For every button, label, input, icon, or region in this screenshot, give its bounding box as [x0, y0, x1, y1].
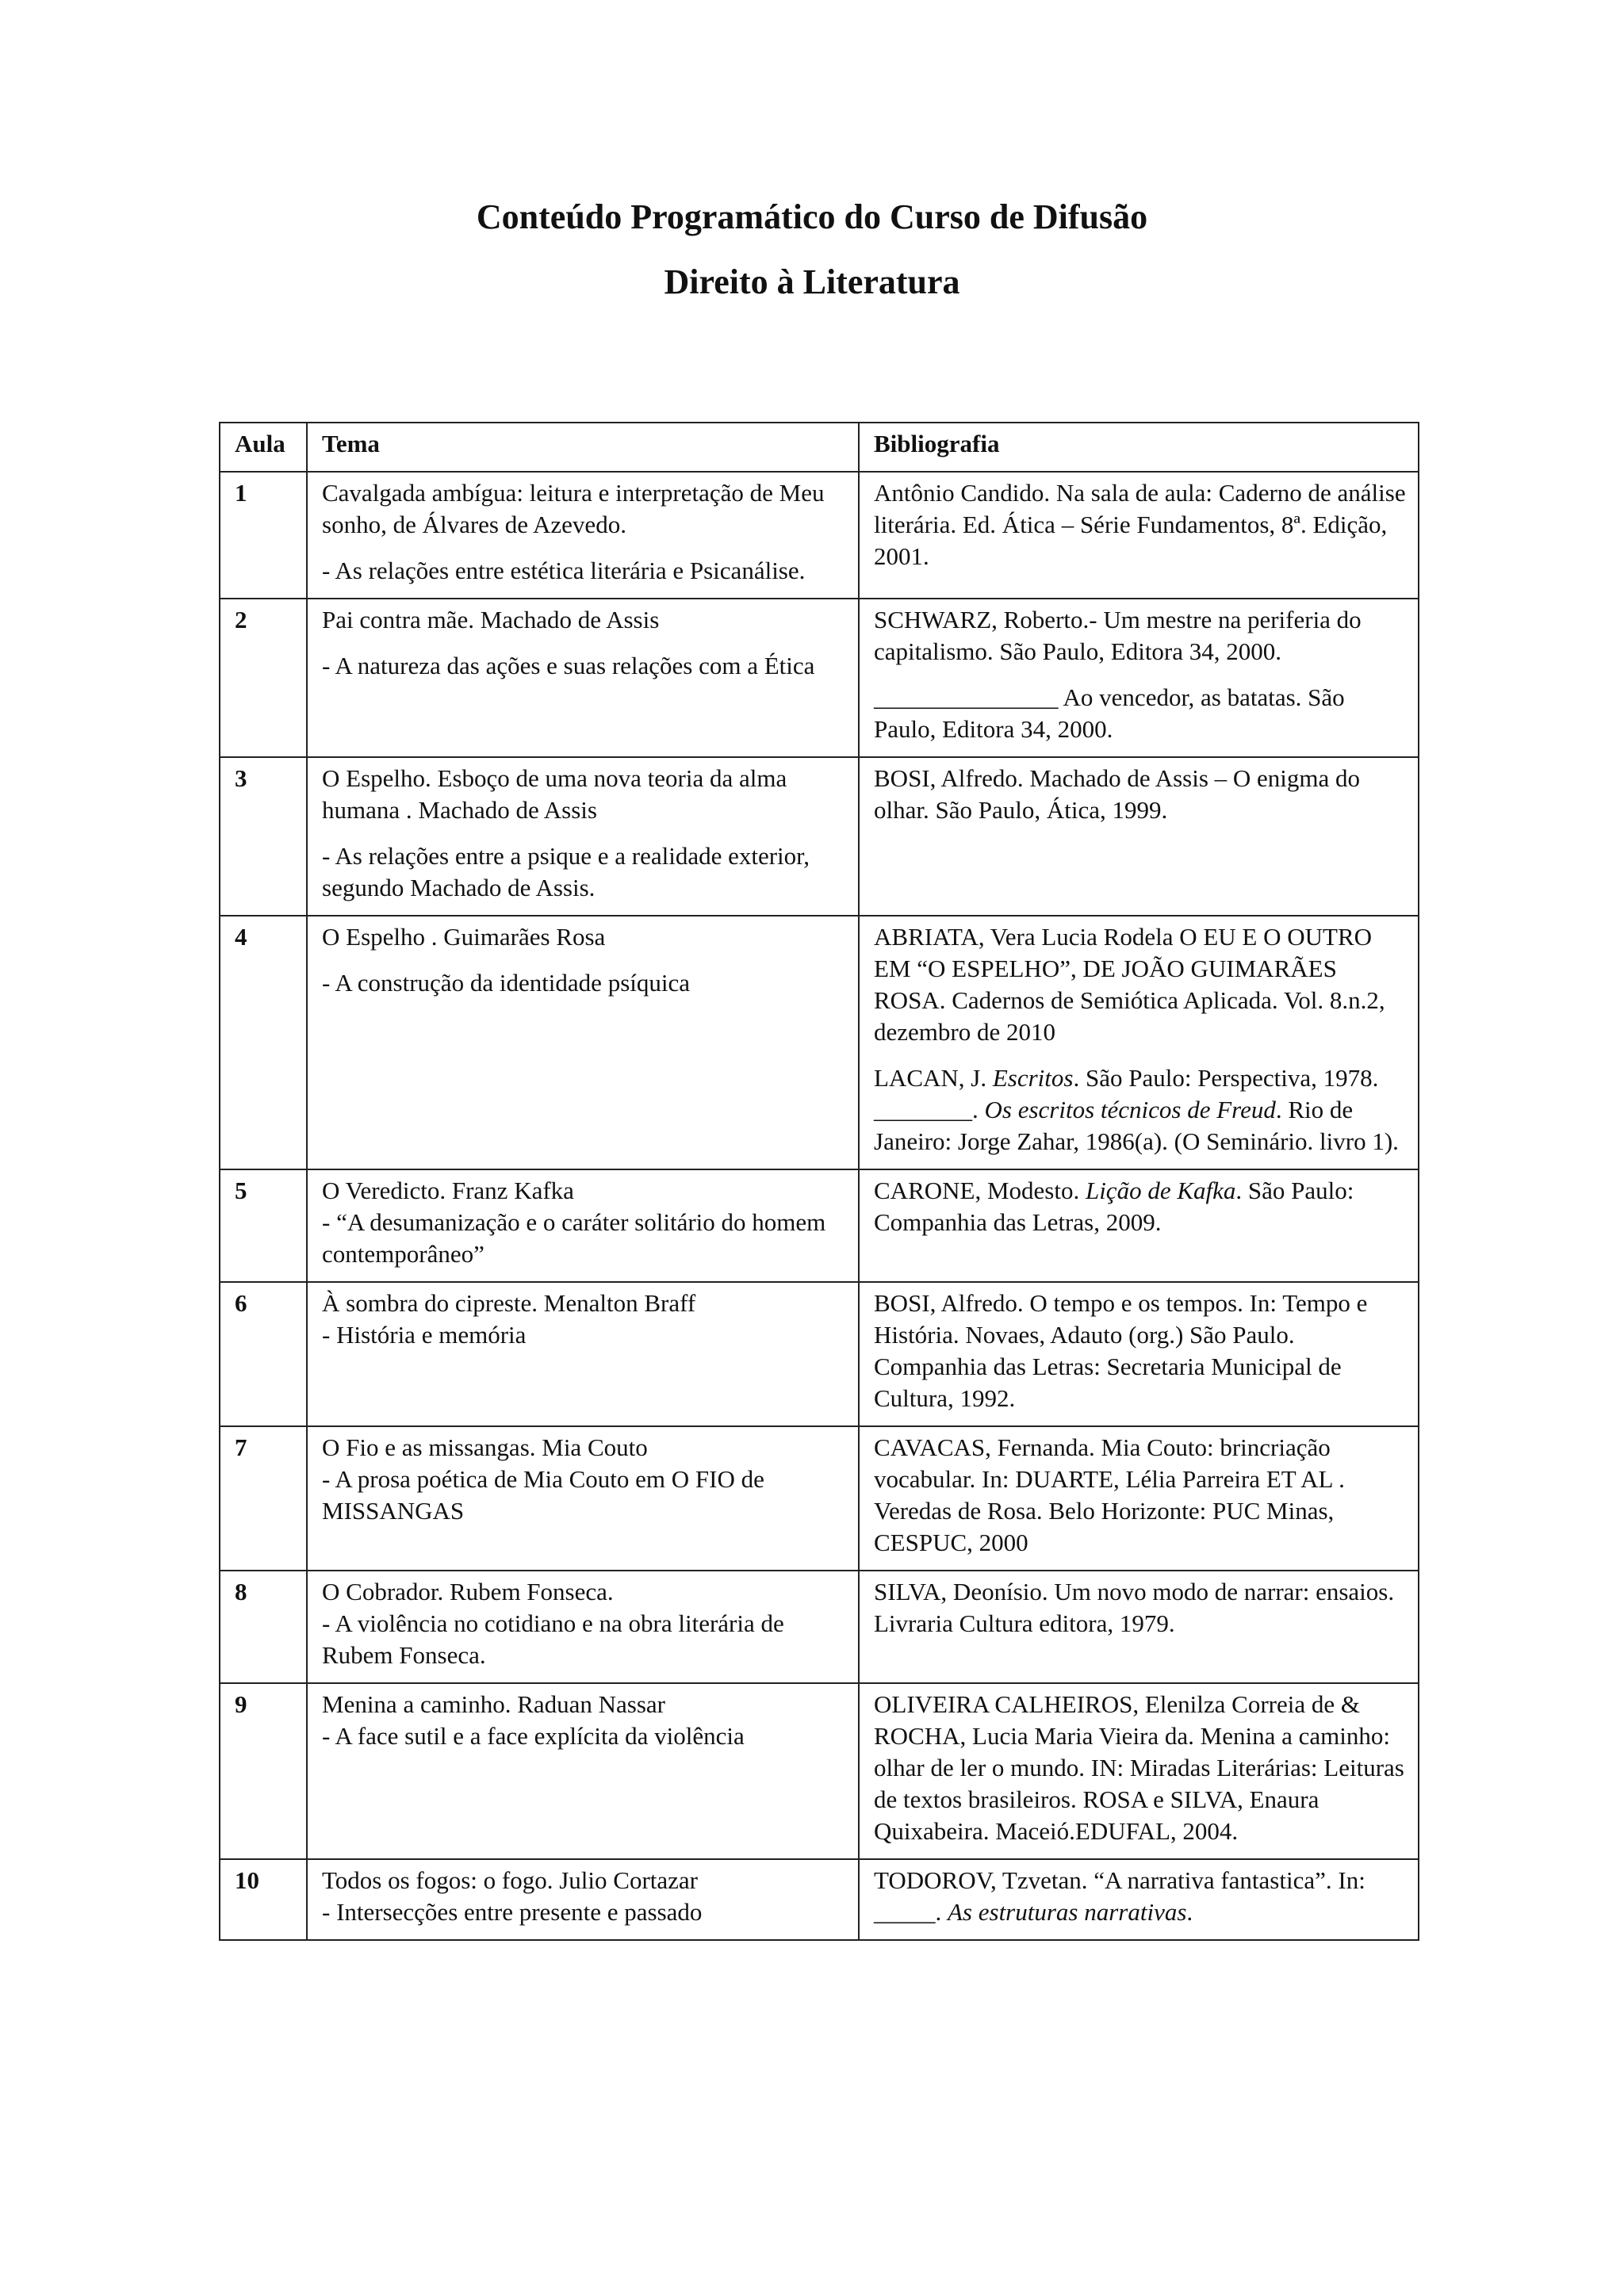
aula-number: 10	[220, 1859, 307, 1940]
tema-line: - Intersecções entre presente e passado	[322, 1898, 703, 1926]
aula-number: 8	[220, 1571, 307, 1683]
bibliografia-cell	[859, 1282, 1419, 1426]
aula-number: 5	[220, 1169, 307, 1282]
tema-cell	[307, 757, 859, 916]
aula-number: 9	[220, 1683, 307, 1859]
tema-cell	[307, 599, 859, 757]
tema-line: À sombra do cipreste. Menalton Braff	[322, 1289, 696, 1317]
bibliografia-cell	[859, 1859, 1419, 1940]
bibliografia-line: BOSI, Alfredo. O tempo e os tempos. In: Tempo e História. Novaes, Adauto (org.) São Paulo. Companhia das Letras: Secretaria Municipal de Cultura, 1992.	[874, 1289, 1368, 1412]
tema-line: Todos os fogos: o fogo. Julio Cortazar	[322, 1866, 698, 1894]
tema-line: O Fio e as missangas. Mia Couto	[322, 1433, 648, 1461]
tema-line: O Espelho . Guimarães Rosa	[322, 923, 606, 951]
tema-line: O Cobrador. Rubem Fonseca.	[322, 1578, 614, 1605]
bibliografia-line: OLIVEIRA CALHEIROS, Elenilza Correia de & ROCHA, Lucia Maria Vieira da. Menina a caminho: olhar de ler o mundo. IN: Miradas Literárias: Leituras de textos brasileiros. ROSA e SILVA, Enaura Quixabeira. Maceió.EDUFAL, 2004.	[874, 1690, 1404, 1845]
bibliografia-line: SILVA, Deonísio. Um novo modo de narrar: ensaios. Livraria Cultura editora, 1979.	[874, 1578, 1395, 1637]
bibliografia-line: ________. Os escritos técnicos de Freud. Rio de Janeiro: Jorge Zahar, 1986(a). (O Seminário. livro 1).	[874, 1096, 1399, 1155]
paragraph-gap	[322, 636, 847, 650]
aula-number: 7	[220, 1426, 307, 1571]
table-row	[220, 599, 1419, 757]
tema-cell	[307, 1282, 859, 1426]
paragraph-gap	[322, 541, 847, 555]
header-tema: Tema	[307, 423, 859, 472]
tema-cell	[307, 1683, 859, 1859]
table-row	[220, 1683, 1419, 1859]
paragraph-gap	[322, 953, 847, 967]
tema-line: Menina a caminho. Raduan Nassar	[322, 1690, 666, 1718]
tema-line: Pai contra mãe. Machado de Assis	[322, 606, 660, 633]
header-aula: Aula	[220, 423, 307, 472]
bibliografia-line: CARONE, Modesto. Lição de Kafka. São Paulo: Companhia das Letras, 2009.	[874, 1177, 1354, 1236]
tema-line: O Veredicto. Franz Kafka	[322, 1177, 574, 1204]
tema-cell	[307, 1426, 859, 1571]
tema-cell	[307, 472, 859, 599]
bibliografia-line: BOSI, Alfredo. Machado de Assis – O enigma do olhar. São Paulo, Ática, 1999.	[874, 764, 1361, 824]
tema-line: - A prosa poética de Mia Couto em O FIO de MISSANGAS	[322, 1465, 764, 1525]
table-header-row	[220, 423, 1419, 472]
bibliografia-line: LACAN, J. Escritos. São Paulo: Perspectiva, 1978.	[874, 1064, 1379, 1092]
aula-number: 2	[220, 599, 307, 757]
table-row	[220, 757, 1419, 916]
bibliografia-line: Antônio Candido. Na sala de aula: Caderno de análise literária. Ed. Ática – Série Fundamentos, 8ª. Edição, 2001.	[874, 479, 1406, 570]
paragraph-gap	[874, 668, 1407, 682]
tema-line: - “A desumanização e o caráter solitário do homem contemporâneo”	[322, 1208, 826, 1268]
tema-line: - A construção da identidade psíquica	[322, 969, 691, 997]
tema-line: - A face sutil e a face explícita da violência	[322, 1722, 745, 1750]
table-row	[220, 916, 1419, 1169]
table-row	[220, 472, 1419, 599]
tema-line: - As relações entre a psique e a realidade exterior, segundo Machado de Assis.	[322, 842, 810, 901]
table-row	[220, 1426, 1419, 1571]
header-bibliografia: Bibliografia	[859, 423, 1419, 472]
tema-cell	[307, 1859, 859, 1940]
bibliografia-line: ABRIATA, Vera Lucia Rodela O EU E O OUTRO EM “O ESPELHO”, DE JOÃO GUIMARÃES ROSA. Cadernos de Semiótica Aplicada. Vol. 8.n.2, dezembro de 2010	[874, 923, 1385, 1046]
table-row	[220, 1169, 1419, 1282]
bibliografia-cell	[859, 757, 1419, 916]
tema-cell	[307, 916, 859, 1169]
syllabus-table	[219, 422, 1419, 1941]
tema-line: - A violência no cotidiano e na obra literária de Rubem Fonseca.	[322, 1609, 784, 1669]
bibliografia-cell	[859, 1683, 1419, 1859]
table-row	[220, 1571, 1419, 1683]
bibliografia-cell	[859, 1571, 1419, 1683]
paragraph-gap	[874, 1048, 1407, 1062]
bibliografia-line: SCHWARZ, Roberto.- Um mestre na periferia do capitalismo. São Paulo, Editora 34, 2000.	[874, 606, 1362, 665]
bibliografia-line: _______________ Ao vencedor, as batatas. São Paulo, Editora 34, 2000.	[874, 683, 1345, 743]
tema-line: - A natureza das ações e suas relações com a Ética	[322, 652, 815, 679]
tema-line: - História e memória	[322, 1321, 527, 1349]
paragraph-gap	[322, 826, 847, 840]
table-row	[220, 1859, 1419, 1940]
aula-number: 3	[220, 757, 307, 916]
bibliografia-cell	[859, 1169, 1419, 1282]
bibliografia-line: CAVACAS, Fernanda. Mia Couto: brincriação vocabular. In: DUARTE, Lélia Parreira ET AL . Veredas de Rosa. Belo Horizonte: PUC Minas, CESPUC, 2000	[874, 1433, 1345, 1556]
aula-number: 4	[220, 916, 307, 1169]
bibliografia-cell	[859, 916, 1419, 1169]
bibliografia-cell	[859, 472, 1419, 599]
aula-number: 6	[220, 1282, 307, 1426]
bibliografia-cell	[859, 599, 1419, 757]
table-row	[220, 1282, 1419, 1426]
document-title: Conteúdo Programático do Curso de Difusão	[476, 197, 1148, 236]
tema-line: O Espelho. Esboço de uma nova teoria da alma humana . Machado de Assis	[322, 764, 787, 824]
tema-line: Cavalgada ambígua: leitura e interpretação de Meu sonho, de Álvares de Azevedo.	[322, 479, 825, 538]
bibliografia-line: TODOROV, Tzvetan. “A narrativa fantastica”. In: _____. As estruturas narrativas.	[874, 1866, 1365, 1926]
tema-line: - As relações entre estética literária e Psicanálise.	[322, 557, 806, 584]
document-subtitle: Direito à Literatura	[664, 262, 960, 301]
tema-cell	[307, 1169, 859, 1282]
tema-cell	[307, 1571, 859, 1683]
bibliografia-cell	[859, 1426, 1419, 1571]
aula-number: 1	[220, 472, 307, 599]
